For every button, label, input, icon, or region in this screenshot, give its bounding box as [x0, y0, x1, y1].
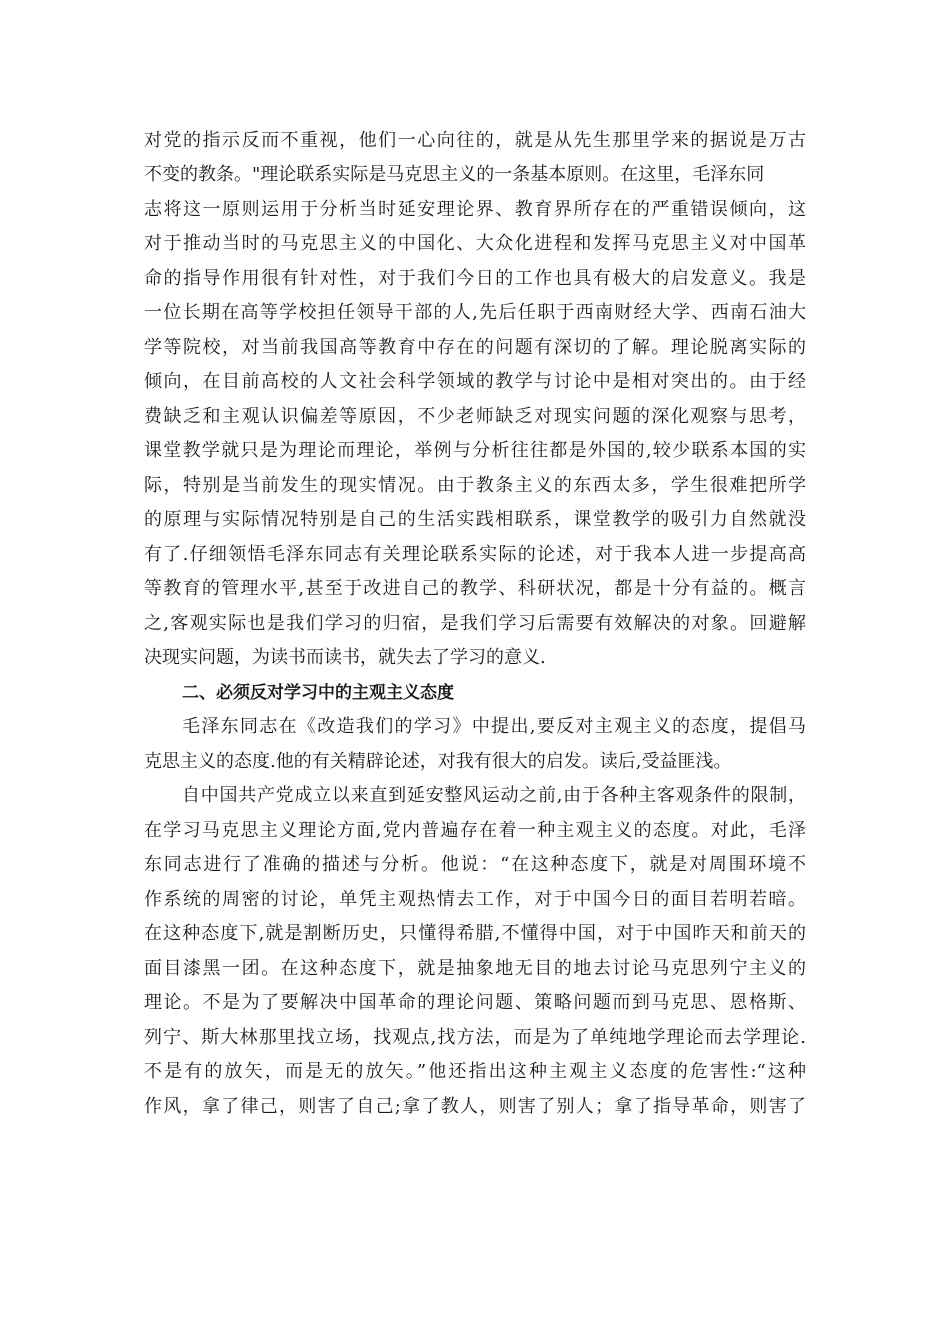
- text-line: 决现实问题，为读书而读书，就失去了学习的意义.: [144, 647, 546, 668]
- text-line: 费缺乏和主观认识偏差等原因，不少老师缺乏对现实问题的深化观察与思考，: [144, 406, 806, 427]
- text-line: 学等院校，对当前我国高等教育中存在的问题有深切的了解。理论脱离实际的: [144, 337, 806, 358]
- text-line: 面目漆黑一团。在这种态度下，就是抽象地无目的地去讨论马克思列宁主义的: [144, 958, 806, 979]
- section-heading: 二、必须反对学习中的主观主义态度: [182, 683, 454, 703]
- text-line: 克思主义的态度.他的有关精辟论述，对我有很大的启发。读后,受益匪浅。: [144, 751, 732, 772]
- text-line: 对于推动当时的马克思主义的中国化、大众化进程和发挥马克思主义对中国革: [144, 233, 806, 254]
- text-line: 之,客观实际也是我们学习的归宿，是我们学习后需要有效解决的对象。回避解: [144, 613, 806, 634]
- text-line: 作风，拿了律己，则害了自己;拿了教人，则害了别人；拿了指导革命，则害了: [144, 1096, 806, 1117]
- text-line: 列宁、斯大林那里找立场，找观点,找方法，而是为了单纯地学理论而去学理论.: [144, 1027, 806, 1048]
- text-line: 对党的指示反而不重视，他们一心向往的，就是从先生那里学来的据说是万古: [144, 130, 806, 151]
- text-line: 毛泽东同志在《改造我们的学习》中提出,要反对主观主义的态度，提倡马: [182, 716, 806, 737]
- text-line: 课堂教学就只是为理论而理论，举例与分析往往都是外国的,较少联系本国的实: [144, 440, 806, 461]
- text-line: 理论。不是为了要解决中国革命的理论问题、策略问题而到马克思、恩格斯、: [144, 992, 806, 1013]
- text-line: 作系统的周密的讨论，单凭主观热情去工作，对于中国今日的面目若明若暗。: [144, 889, 806, 910]
- text-line: 志将这一原则运用于分析当时延安理论界、教育界所存在的严重错误倾向，这: [144, 199, 806, 220]
- text-line: 不是有的放矢，而是无的放矢。”他还指出这种主观主义态度的危害性:“这种: [144, 1061, 806, 1082]
- text-line: 东同志进行了准确的描述与分析。他说：“在这种态度下，就是对周围环境不: [144, 854, 806, 875]
- text-line: 的原理与实际情况特别是自己的生活实践相联系，课堂教学的吸引力自然就没: [144, 509, 806, 530]
- text-line: 命的指导作用很有针对性，对于我们今日的工作也具有极大的启发意义。我是: [144, 268, 806, 289]
- text-line: 在这种态度下,就是割断历史，只懂得希腊,不懂得中国，对于中国昨天和前天的: [144, 923, 806, 944]
- text-line: 有了.仔细领悟毛泽东同志有关理论联系实际的论述，对于我本人进一步提高高: [144, 544, 806, 565]
- text-line: 不变的教条。"理论联系实际是马克思主义的一条基本原则。在这里，毛泽东同: [144, 164, 765, 185]
- text-line: 倾向，在目前高校的人文社会科学领域的教学与讨论中是相对突出的。由于经: [144, 371, 806, 392]
- text-line: 自中国共产党成立以来直到延安整风运动之前,由于各种主客观条件的限制，: [182, 785, 806, 806]
- text-line: 等教育的管理水平,甚至于改进自己的教学、科研状况，都是十分有益的。概言: [144, 578, 806, 599]
- text-line: 在学习马克思主义理论方面,党内普遍存在着一种主观主义的态度。对此，毛泽: [144, 820, 806, 841]
- text-line: 际，特别是当前发生的现实情况。由于教条主义的东西太多，学生很难把所学: [144, 475, 806, 496]
- text-line: 一位长期在高等学校担任领导干部的人,先后任职于西南财经大学、西南石油大: [144, 302, 806, 323]
